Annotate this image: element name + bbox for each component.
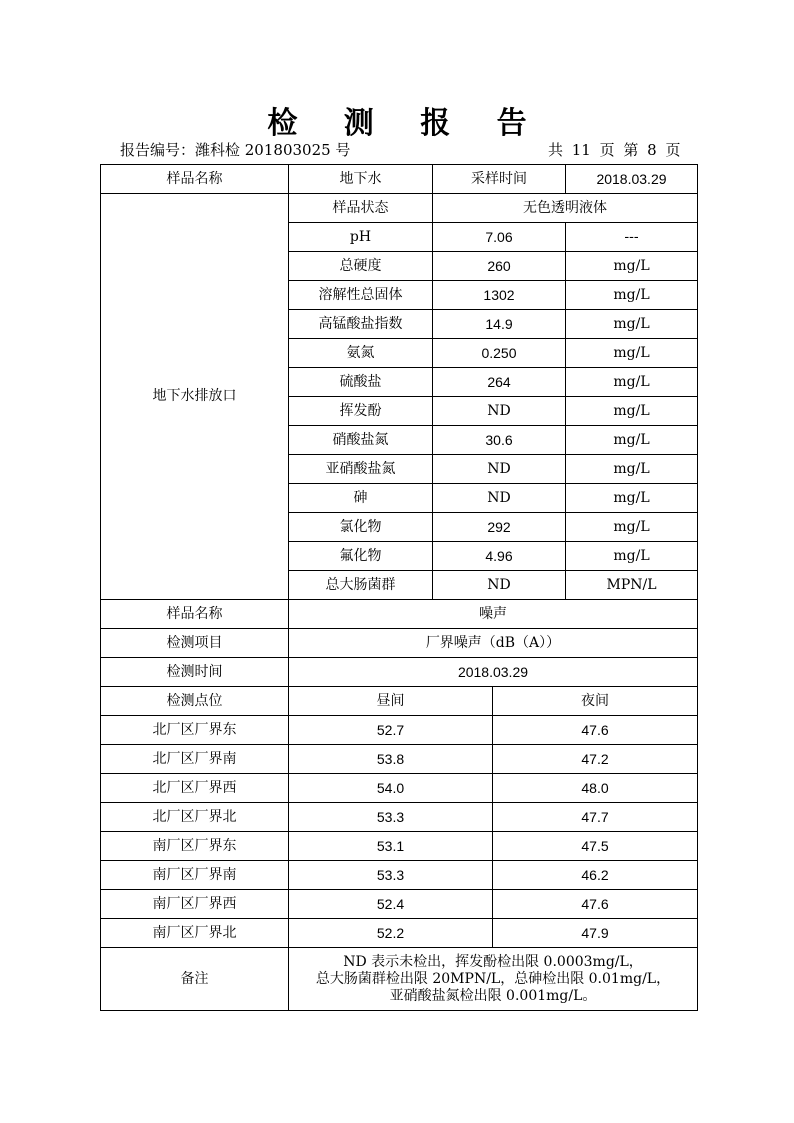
table-row [101, 803, 698, 832]
table-row [101, 861, 698, 890]
noise-day-value: 53.8 [289, 745, 493, 774]
noise-day-value: 52.2 [289, 919, 493, 948]
page-info: 共 11 页 第 8 页 [548, 141, 681, 159]
gw-value: ND [433, 397, 566, 426]
gw-value: ND [433, 484, 566, 513]
gw-item: 氨氮 [289, 339, 433, 368]
gw-value: ND [433, 571, 566, 600]
noise-point: 南厂区厂界北 [101, 919, 289, 948]
gw-sample-name-value: 地下水 [289, 165, 433, 194]
gw-value: 1302 [433, 281, 566, 310]
noise-day-label: 昼间 [289, 687, 493, 716]
noise-time-label: 检测时间 [101, 658, 289, 687]
gw-unit: mg/L [566, 368, 698, 397]
noise-point: 南厂区厂界西 [101, 890, 289, 919]
gw-unit: MPN/L [566, 571, 698, 600]
gw-unit: mg/L [566, 455, 698, 484]
gw-item: 总硬度 [289, 252, 433, 281]
noise-point: 南厂区厂界南 [101, 861, 289, 890]
gw-unit: mg/L [566, 252, 698, 281]
gw-value: 7.06 [433, 223, 566, 252]
remark-line: 总大肠菌群检出限 20MPN/L，总砷检出限 0.01mg/L， [315, 970, 671, 987]
gw-sampling-time-value: 2018.03.29 [566, 165, 698, 194]
remarks-label: 备注 [101, 948, 289, 1011]
noise-header-row [101, 687, 698, 716]
remarks-text [289, 948, 698, 1011]
gw-sampling-time-label: 采样时间 [433, 165, 566, 194]
gw-unit: --- [566, 223, 698, 252]
noise-night-value: 47.2 [493, 745, 698, 774]
gw-item: 高锰酸盐指数 [289, 310, 433, 339]
table-row [101, 774, 698, 803]
gw-unit: mg/L [566, 426, 698, 455]
gw-value: 14.9 [433, 310, 566, 339]
report-table [100, 164, 698, 1011]
noise-time-row [101, 658, 698, 687]
noise-item-label: 检测项目 [101, 629, 289, 658]
noise-point: 北厂区厂界西 [101, 774, 289, 803]
report-number: 报告编号：潍科检 201803025 号 [120, 141, 351, 159]
gw-unit: mg/L [566, 542, 698, 571]
gw-item: 硫酸盐 [289, 368, 433, 397]
remark-line: ND 表示未检出，挥发酚检出限 0.0003mg/L， [343, 953, 643, 970]
noise-point: 北厂区厂界东 [101, 716, 289, 745]
noise-time-value: 2018.03.29 [289, 658, 698, 687]
table-row [101, 716, 698, 745]
noise-sample-row [101, 600, 698, 629]
gw-unit: mg/L [566, 281, 698, 310]
noise-day-value: 53.3 [289, 861, 493, 890]
noise-sample-name-label: 样品名称 [101, 600, 289, 629]
gw-item: 总大肠菌群 [289, 571, 433, 600]
gw-unit: mg/L [566, 513, 698, 542]
table-row [101, 745, 698, 774]
gw-item: 亚硝酸盐氮 [289, 455, 433, 484]
gw-item: 硝酸盐氮 [289, 426, 433, 455]
gw-value: 4.96 [433, 542, 566, 571]
noise-point-label: 检测点位 [101, 687, 289, 716]
gw-value: 292 [433, 513, 566, 542]
table-row [101, 832, 698, 861]
gw-sample-name-label: 样品名称 [101, 165, 289, 194]
noise-night-value: 46.2 [493, 861, 698, 890]
gw-item: 氟化物 [289, 542, 433, 571]
gw-value: ND [433, 455, 566, 484]
gw-unit: mg/L [566, 397, 698, 426]
gw-item: 溶解性总固体 [289, 281, 433, 310]
noise-night-value: 47.7 [493, 803, 698, 832]
noise-night-value: 47.6 [493, 716, 698, 745]
noise-item-row [101, 629, 698, 658]
noise-night-value: 47.9 [493, 919, 698, 948]
noise-night-label: 夜间 [493, 687, 698, 716]
gw-item: pH [289, 223, 433, 252]
noise-night-value: 47.6 [493, 890, 698, 919]
noise-point: 北厂区厂界南 [101, 745, 289, 774]
noise-day-value: 53.3 [289, 803, 493, 832]
noise-point: 南厂区厂界东 [101, 832, 289, 861]
gw-item: 砷 [289, 484, 433, 513]
remark-line: 亚硝酸盐氮检出限 0.001mg/L。 [389, 987, 597, 1004]
gw-state-label: 样品状态 [289, 194, 433, 223]
table-row [101, 919, 698, 948]
groundwater-header-row [101, 165, 698, 194]
gw-unit: mg/L [566, 339, 698, 368]
groundwater-state-row [101, 194, 698, 223]
remarks-row [101, 948, 698, 1011]
gw-value: 30.6 [433, 426, 566, 455]
gw-value: 0.250 [433, 339, 566, 368]
noise-point: 北厂区厂界北 [101, 803, 289, 832]
table-row [101, 890, 698, 919]
noise-day-value: 52.4 [289, 890, 493, 919]
noise-day-value: 54.0 [289, 774, 493, 803]
gw-unit: mg/L [566, 310, 698, 339]
noise-sample-name-value: 噪声 [289, 600, 698, 629]
gw-value: 264 [433, 368, 566, 397]
gw-unit: mg/L [566, 484, 698, 513]
noise-day-value: 53.1 [289, 832, 493, 861]
noise-day-value: 52.7 [289, 716, 493, 745]
gw-item: 挥发酚 [289, 397, 433, 426]
gw-item: 氯化物 [289, 513, 433, 542]
noise-night-value: 47.5 [493, 832, 698, 861]
gw-value: 260 [433, 252, 566, 281]
gw-location: 地下水排放口 [101, 194, 289, 600]
report-title: 检 测 报 告 [267, 106, 545, 141]
noise-item-value: 厂界噪声（dB（A）） [289, 629, 698, 658]
gw-state-value: 无色透明液体 [433, 194, 698, 223]
noise-night-value: 48.0 [493, 774, 698, 803]
